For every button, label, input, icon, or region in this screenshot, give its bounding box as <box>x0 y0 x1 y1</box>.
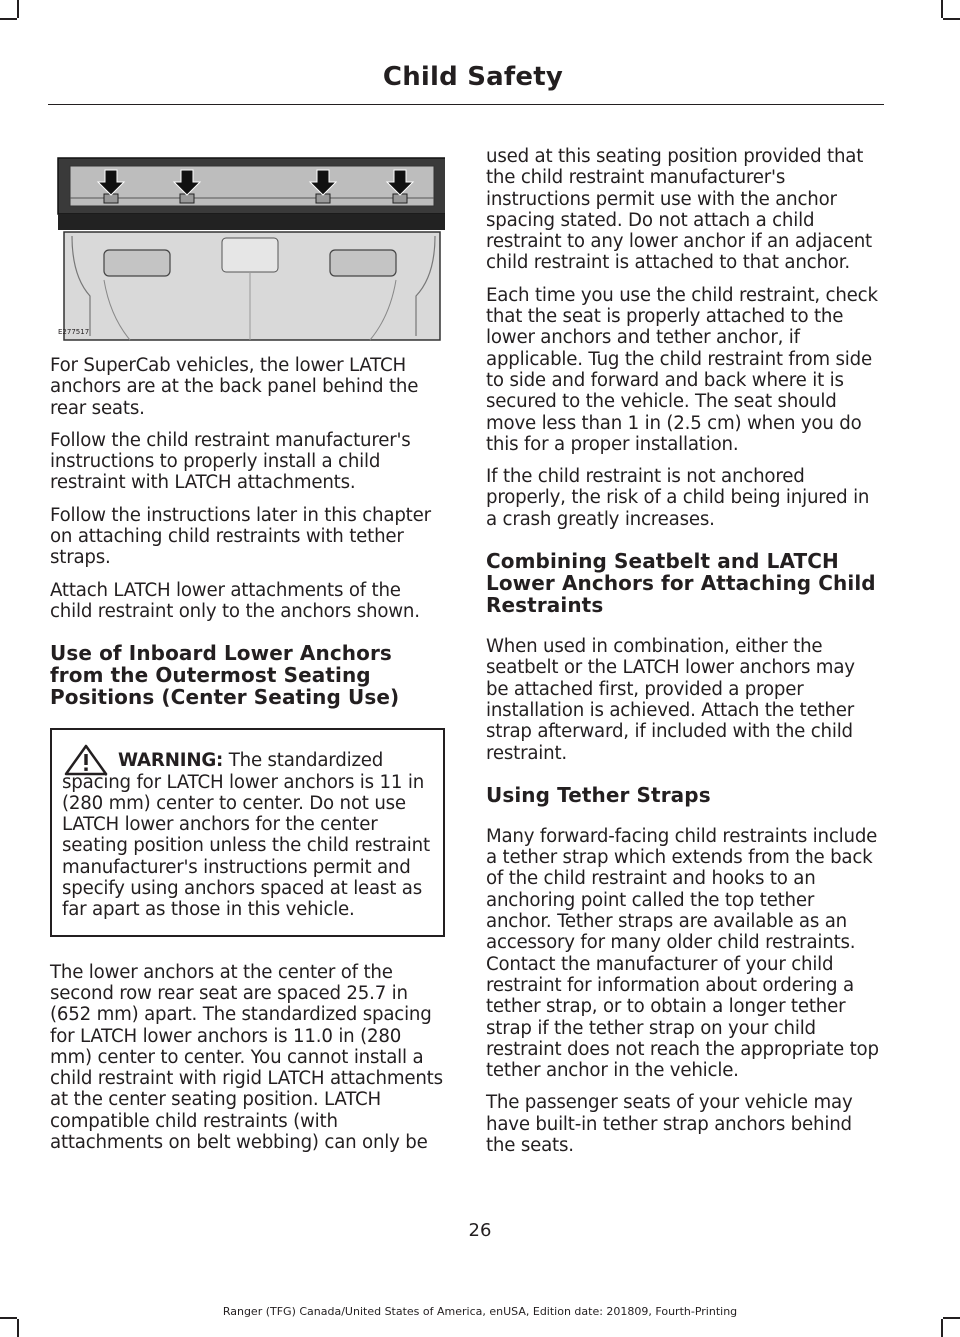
paragraph: Each time you use the child restraint, check that the seat is properly attached to the lower anchors and tether anchor, if applicable. Tug the child restraint from side to side and forward and back where it is secured to the vehicle. The seat should move less than 1 in (2.5 cm) when you do this for a proper installation. <box>486 284 878 455</box>
paragraph: Follow the child restraint manufacturer's instructions to properly install a child restraint with LATCH attachments. <box>50 429 411 494</box>
crop-mark <box>0 18 17 20</box>
paragraph: The lower anchors at the center of the second row rear seat are spaced 25.7 in (652 mm) apart. The standardized spacing for LATCH lower anchors is 11.0 in (280 mm) center to center. You cannot install a child restraint with rigid LATCH attachments at the center seating position. LATCH compatible child restraints (with attachments on belt webbing) can only be <box>50 961 443 1154</box>
paragraph: If the child restraint is not anchored properly, the risk of a child being injured in a crash greatly increases. <box>486 466 870 530</box>
paragraph: When used in combination, either the seatbelt or the LATCH lower anchors may be attached first, provided a proper installation is achieved. Attach the tether strap afterward, if included with the child restraint. <box>486 636 855 764</box>
left-column <box>50 146 445 1164</box>
paragraph: Attach LATCH lower attachments of the child restraint only to the anchors shown. <box>50 579 420 622</box>
footer-edition: Ranger (TFG) Canada/United States of America, enUSA, Edition date: 201809, Fourth-Printing <box>222 1305 738 1318</box>
paragraph: used at this seating position provided that the child restraint manufacturer's instructions permit use with the anchor spacing stated. Do not attach a child restraint to any lower anchor if an adjacent child restraint is attached to that anchor. <box>486 146 872 274</box>
figure-code: E277517 <box>58 328 90 336</box>
header-rule <box>48 104 884 105</box>
warning-label: WARNING: <box>118 750 224 772</box>
paragraph: The passenger seats of your vehicle may have built-in tether strap anchors behind the seats. <box>486 1092 853 1156</box>
warning-text: The standardized spacing for LATCH lower anchors is 11 in (280 mm) center to center. Do not use LATCH lower anchors for the center seating position unless the child restraint manufacturer's instructions permit and specify using anchors spaced at least as far apart as those in this vehicle. <box>62 750 430 921</box>
warning-triangle-icon <box>64 744 108 776</box>
section-heading: Using Tether Straps <box>486 782 711 807</box>
crop-mark <box>941 0 943 18</box>
paragraph: Follow the instructions later in this chapter on attaching child restraints with tether straps. <box>50 504 431 569</box>
crop-mark <box>941 1319 943 1337</box>
paragraph: For SuperCab vehicles, the lower LATCH anchors are at the back panel behind the rear seats. <box>50 355 419 419</box>
page-number: 26 <box>468 1220 492 1241</box>
paragraph: Many forward-facing child restraints include a tether strap which extends from the back of the child restraint and hooks to an anchoring point called the top tether anchor. Tether straps are available as an accessory for many older child restraints. Contact the manufacturer of your child restraint for information about ordering a tether strap, or to obtain a longer tether strap if the tether strap on your child restraint does not reach the appropriate top tether anchor in the vehicle. <box>486 825 879 1082</box>
latch-anchors-figure <box>50 146 445 342</box>
section-heading: Use of Inboard Lower Anchors from the Outermost Seating Positions (Center Seating Use) <box>50 641 400 710</box>
section-heading: Combining Seatbelt and LATCH Lower Anchors for Attaching Child Restraints <box>486 549 876 618</box>
crop-mark <box>943 18 960 20</box>
rear-panel-illustration <box>50 146 445 342</box>
crop-mark <box>17 0 19 18</box>
crop-mark <box>17 1319 19 1337</box>
page-title: Child Safety <box>382 62 563 92</box>
warning-box <box>50 728 445 936</box>
right-column <box>486 146 881 1167</box>
